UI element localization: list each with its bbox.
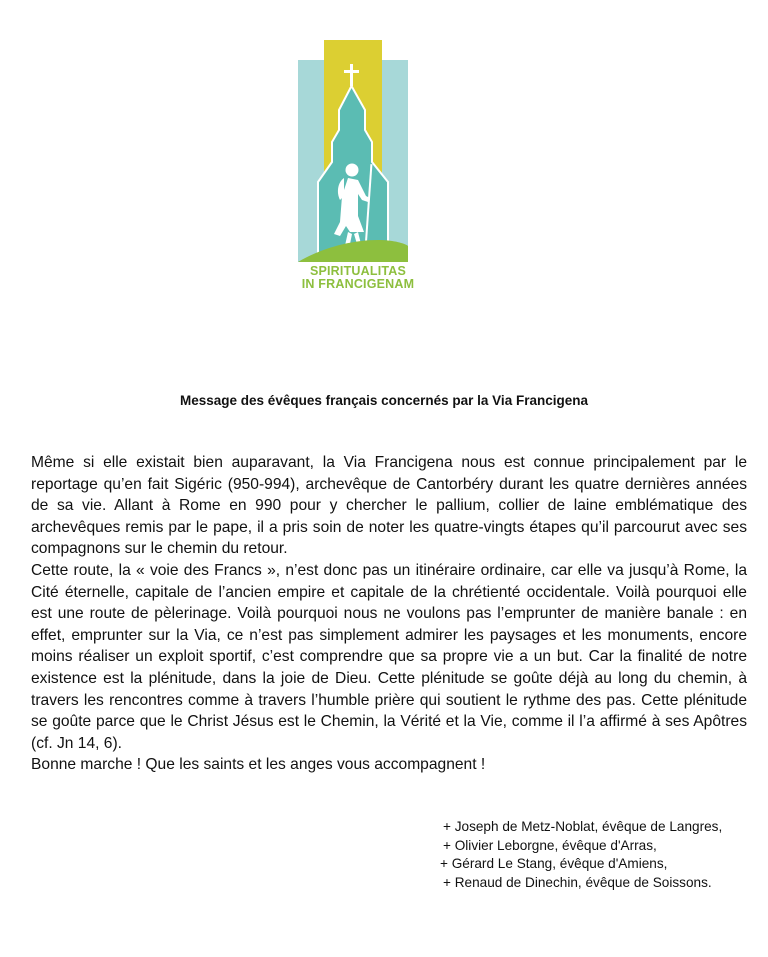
logo-text-line-1: SPIRITUALITAS (309, 264, 407, 278)
signature-line: + Olivier Leborgne, évêque d'Arras, (443, 837, 657, 853)
signature-line: + Gérard Le Stang, évêque d'Amiens, (440, 856, 668, 871)
paragraph: Bonne marche ! Que les saints et les anges vous accompagnent ! (31, 756, 486, 774)
logo-text-line-2: IN FRANCIGENAM (301, 277, 415, 291)
paragraph: Même si elle existait bien auparavant, la Via Francigena nous est connue principalement par le reportage qu’en fait Sigéric (950-994), archevêque de Cantorbéry durant les quatre dernières années de sa vie. Allant à Rome en 990 pour y chercher le pallium, collier de laine emblématique des archevêques remis par le pape, il a pris soin de noter les quatre-vingts étapes qu’il parcourut avec ses compagnons sur le chemin du retour. (31, 454, 747, 558)
message-body (31, 452, 747, 776)
signatures (440, 818, 760, 892)
paragraph: Cette route, la « voie des Francs », n’est donc pas un itinéraire ordinaire, car elle va jusqu’à Rome, la Cité éternelle, capitale de l’ancien empire et capitale de la chrétienté occidentale. Voilà pourquoi elle est une route de pèlerinage. Voilà pourquoi nous ne voulons pas l’emprunter de manière banale : en effet, emprunter sur la Via, ce n’est pas simplement admirer les paysages et les monuments, encore moins réaliser un exploit sportif, c’est comprendre que sa propre vie a un but. Car la finalité de notre existence est la plénitude, dans la joie de Dieu. Cette plénitude se goûte déjà au long du chemin, à travers les rencontres comme à travers l’humble prière qui soutient le rythme des pas. Cette plénitude se goûte parce que le Christ Jésus est le Chemin, la Vérité et la Vie, comme il l’a affirmé à ses Apôtres (cf. Jn 14, 6). (31, 561, 747, 752)
document-title: Message des évêques français concernés par la Via Francigena (180, 393, 588, 408)
church-pilgrim-logo-icon (288, 36, 428, 266)
signature-line: + Joseph de Metz-Noblat, évêque de Langres, (443, 819, 723, 834)
signature-line: + Renaud de Dinechin, évêque de Soissons. (443, 874, 712, 890)
spiritualitas-logo (288, 36, 428, 296)
